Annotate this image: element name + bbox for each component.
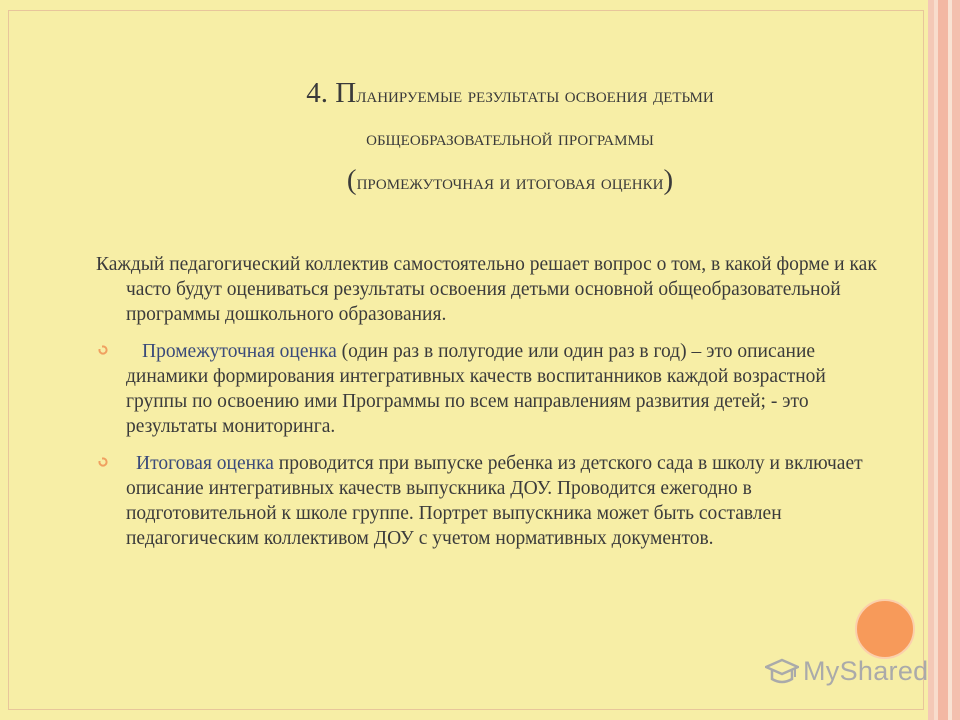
watermark-text: MyShared — [803, 656, 929, 686]
title-line-3 — [110, 159, 910, 203]
title-number: 4. — [306, 77, 336, 109]
title-close-paren: ) — [663, 164, 674, 196]
title-line-3-text: промежуточная и итоговая оценки — [356, 169, 664, 194]
bullet-text: (один раз в полугодие или один раз в год) – это описание динамики формирования интегративных качеств воспитанников каждой возрастной группы по освоению ими Программы по всем направлениям развития детей; - это результаты мониторинга. — [126, 341, 826, 437]
bullet-term: Итоговая оценка — [136, 453, 274, 474]
bullet-icon — [98, 457, 108, 467]
bullet-text: проводится при выпуске ребенка из детского сада в школу и включает описание интегративных качеств выпускника ДОУ. Проводится ежегодно в подготовительной к школе группе. Портрет выпускника может быть составлен педагогическим коллективом ДОУ с учетом нормативных документов. — [126, 453, 863, 549]
mortarboard-icon — [765, 657, 799, 689]
bullet-icon — [98, 345, 108, 355]
bullet-term: Промежуточная оценка — [142, 341, 337, 362]
title-line-2: общеобразовательной программы — [366, 125, 654, 150]
bullet-item-final — [96, 451, 886, 551]
title-open-paren: ( — [346, 164, 357, 196]
title-line-1-text: ланируемые результаты освоения детьми — [356, 82, 714, 107]
bullet-item-intermediate — [96, 339, 886, 439]
decor-circle — [855, 599, 915, 659]
slide-title — [110, 72, 910, 203]
title-capital: П — [335, 77, 357, 109]
slide-body — [96, 252, 886, 563]
title-line-1 — [110, 72, 910, 116]
decor-stripe — [952, 0, 960, 720]
decor-stripe — [938, 0, 948, 720]
intro-paragraph: Каждый педагогический коллектив самостоятельно решает вопрос о том, в какой форме и как часто будут оцениваться результаты освоения детьми основной общеобразовательной программы дошкольного образования. — [96, 254, 877, 325]
watermark-logo — [765, 654, 935, 694]
